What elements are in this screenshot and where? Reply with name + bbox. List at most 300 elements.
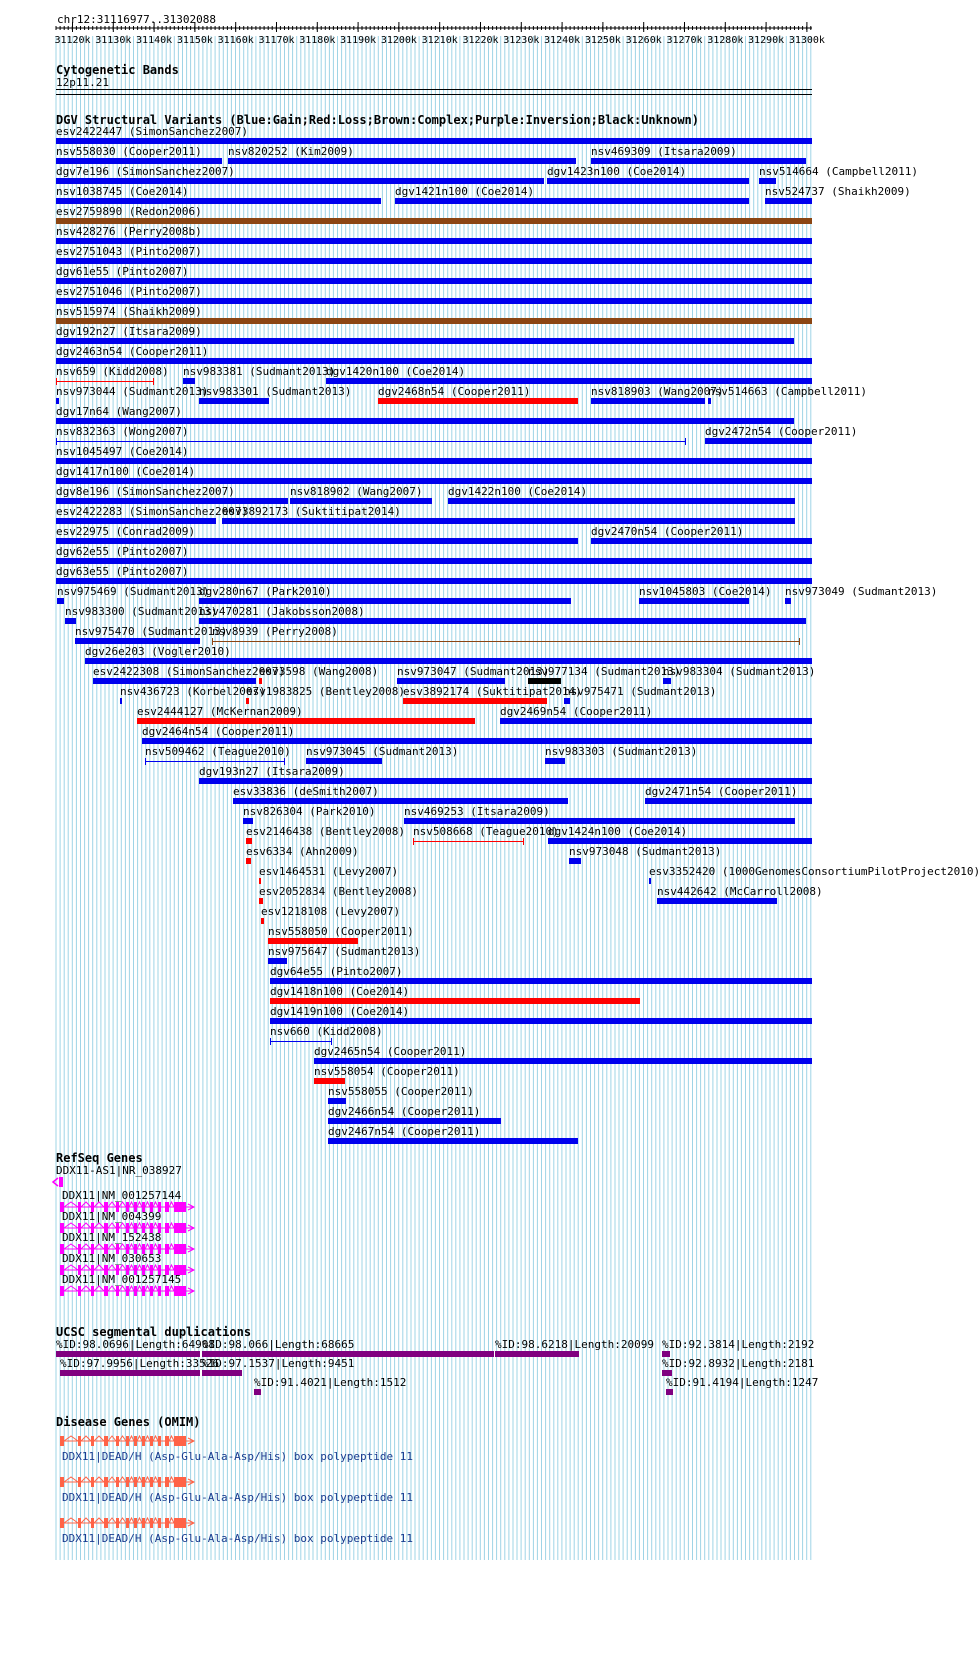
variant-label: nsv983301 (Sudmant2013) [199,385,352,398]
gene-intron-chevron [108,1244,116,1249]
variant-label: dgv8e196 (SimonSanchez2007) [56,485,235,498]
variant-label: nsv558055 (Cooper2011) [328,1085,474,1098]
gene-exon [174,1477,186,1487]
variant-label: dgv1420n100 (Coe2014) [326,365,466,378]
variant-label: esv3892173 (Suktitipat2014) [222,505,401,518]
gene-intron-chevron [137,1223,142,1228]
variant-bar [759,178,776,184]
ruler-tick-label: 31150k [176,35,213,46]
variant-bar [657,898,777,904]
variant-bar [564,698,570,704]
variant-bar-cap [331,1038,332,1045]
variant-label: dgv2470n54 (Cooper2011) [591,525,744,538]
segdup-label: %ID:98.0696|Length:64908 [56,1338,215,1351]
variant-label: nsv973047 (Sudmant2013) [397,665,550,678]
variant-label: nsv515974 (Shaikh2009) [56,305,202,318]
variant-bar [448,498,795,504]
gene-intron-chevron [137,1244,142,1249]
variant-bar [56,318,812,324]
variant-bar [56,258,812,264]
section-title: Cytogenetic Bands [56,63,179,77]
variant-label: nsv558054 (Cooper2011) [314,1065,460,1078]
variant-label: esv3352420 (1000GenomesConsortiumPilotProject2010) [649,865,980,878]
gene-exon [150,1286,153,1296]
variant-bar [708,398,711,404]
variant-bar [395,198,749,204]
gene-exon [165,1286,169,1296]
ruler-tick-label: 31280k [707,35,744,46]
variant-label: nsv508668 (Teague2010) [413,825,559,838]
gene-exon [104,1518,108,1528]
gene-intron-chevron [119,1223,126,1228]
gene-intron-chevron [94,1518,104,1523]
gene-intron-chevron [169,1518,174,1523]
variant-bar [222,518,795,524]
gene-intron-chevron [153,1244,158,1249]
variant-label: dgv2466n54 (Cooper2011) [328,1105,481,1118]
ruler-tick-label: 31180k [299,35,336,46]
omim-gene-label: DDX11|DEAD/H (Asp-Glu-Ala-Asp/His) box polypeptide 11 [62,1532,413,1545]
variant-bar [290,498,432,504]
ruler-tick-label: 31140k [136,35,173,46]
variant-label: nsv1038745 (Coe2014) [56,185,189,198]
variant-bar [314,1078,345,1084]
variant-bar-cap [413,838,414,845]
ruler-tick-label: 31160k [217,35,254,46]
gene-intron-chevron [145,1286,150,1291]
variant-bar [268,958,287,964]
variant-label: dgv26e203 (Vogler2010) [85,645,231,658]
variant-label: esv3892174 (Suktitipat2014) [403,685,582,698]
gene-exon [78,1518,81,1528]
variant-bar [65,618,76,624]
gene-exon [104,1436,108,1446]
gene-intron-chevron [64,1244,78,1249]
gene-intron-chevron [108,1202,116,1207]
gene-intron-chevron [108,1223,116,1228]
variant-bar [56,158,222,164]
gene-exon [142,1518,145,1528]
variant-bar [639,598,749,604]
gene-exon [174,1202,186,1212]
variant-bar [765,198,812,204]
variant-bar [246,698,249,704]
gene-exon [134,1436,137,1446]
variant-bar [500,718,812,724]
gene-intron-chevron [169,1436,174,1441]
omim-gene-label: DDX11|DEAD/H (Asp-Glu-Ala-Asp/His) box polypeptide 11 [62,1450,413,1463]
gene-intron-chevron [153,1518,158,1523]
gene-intron-chevron [153,1436,158,1441]
variant-bar [56,381,154,382]
variant-label: dgv62e55 (Pinto2007) [56,545,189,558]
gene-exon [116,1518,119,1528]
variant-bar-cap [212,638,213,645]
gene-exon [158,1477,161,1487]
variant-bar [591,398,705,404]
gene-exon [150,1477,153,1487]
ruler-tick-label: 31170k [258,35,295,46]
variant-label: dgv192n27 (Itsara2009) [56,325,202,338]
variant-bar [663,678,671,684]
variant-label: dgv7e196 (SimonSanchez2007) [56,165,235,178]
variant-label: dgv193n27 (Itsara2009) [199,765,345,778]
gene-exon [134,1477,137,1487]
gene-intron-chevron [137,1286,142,1291]
variant-bar [259,898,263,904]
variant-bar [142,738,812,744]
gene-intron-chevron [64,1286,78,1291]
variant-label: nsv818903 (Wang2007) [591,385,724,398]
variant-label: nsv973044 (Sudmant2013) [56,385,209,398]
variant-bar [591,158,806,164]
variant-bar [645,798,812,804]
gene-intron-chevron [169,1223,174,1228]
variant-bar [649,878,651,884]
segdup-bar [60,1370,200,1376]
segdup-label: %ID:92.8932|Length:2181 [662,1357,815,1370]
variant-bar [246,858,251,864]
variant-label: esv1464531 (Levy2007) [259,865,399,878]
segdup-bar [254,1389,261,1395]
variant-label: nsv973049 (Sudmant2013) [785,585,938,598]
gene-exon [126,1286,129,1296]
gene-exon [165,1244,169,1254]
gene-exon [174,1436,186,1446]
variant-label: nsv826304 (Park2010) [243,805,376,818]
segdup-bar [495,1351,579,1357]
variant-bar [328,1118,501,1124]
gene-intron-chevron [153,1265,158,1270]
variant-label: dgv63e55 (Pinto2007) [56,565,189,578]
gene-intron-chevron [153,1286,158,1291]
variant-label: nsv975647 (Sudmant2013) [268,945,421,958]
gene-intron-chevron [81,1202,91,1207]
variant-label: nsv977134 (Sudmant2013) [528,665,681,678]
ruler-tick-label: 31250k [584,35,621,46]
variant-label: esv33836 (deSmith2007) [233,785,379,798]
refseq-gene-label: DDX11|NM_030653 [62,1252,162,1265]
variant-bar [569,858,581,864]
gene-intron-chevron [153,1223,158,1228]
variant-bar [270,978,812,984]
gene-exon [134,1518,137,1528]
variant-label: nsv524737 (Shaikh2009) [765,185,911,198]
gene-intron-chevron [94,1265,104,1270]
gene-exon [116,1477,119,1487]
variant-bar [528,678,561,684]
gene-intron-chevron [119,1518,126,1523]
gene-exon [60,1518,64,1528]
ruler-tick-label: 31220k [462,35,499,46]
gene-exon [158,1518,161,1528]
gene-exon [174,1518,186,1528]
variant-bar-cap [153,378,154,385]
gene-intron-chevron [94,1202,104,1207]
variant-label: nsv469253 (Itsara2009) [404,805,550,818]
variant-bar [228,158,576,164]
variant-bar [328,1138,578,1144]
gene-exon [59,1177,63,1187]
variant-label: esv2751046 (Pinto2007) [56,285,202,298]
variant-label: dgv1424n100 (Coe2014) [548,825,688,838]
variant-bar-cap [523,838,524,845]
variant-label: dgv1422n100 (Coe2014) [448,485,588,498]
gene-intron-chevron [129,1244,134,1249]
gene-exon [60,1286,64,1296]
variant-bar [56,558,812,564]
ruler-tick-label: 31200k [380,35,417,46]
variant-label: dgv61e55 (Pinto2007) [56,265,189,278]
gene-strand-arrow [53,1178,58,1186]
ruler-tick-label: 31130k [95,35,132,46]
variant-bar [56,458,812,464]
variant-label: esv1983825 (Bentley2008) [246,685,405,698]
variant-label: nsv1045803 (Coe2014) [639,585,772,598]
variant-label: nsv975470 (Sudmant2013) [75,625,228,638]
gene-exon [116,1286,119,1296]
variant-bar [270,1018,812,1024]
variant-label: nsv660 (Kidd2008) [270,1025,383,1038]
variant-bar-cap [56,438,57,445]
variant-bar-cap [145,758,146,765]
variant-label: dgv2464n54 (Cooper2011) [142,725,295,738]
variant-bar [56,178,544,184]
variant-bar [785,598,791,604]
variant-label: nsv558050 (Cooper2011) [268,925,414,938]
gene-intron-chevron [129,1202,134,1207]
gene-intron-chevron [145,1518,150,1523]
gene-intron-chevron [137,1477,142,1482]
variant-bar [270,1041,332,1042]
variant-bar [93,678,256,684]
variant-bar [137,718,475,724]
variant-bar [270,998,640,1004]
gene-exon [158,1436,161,1446]
refseq-gene-label: DDX11|NM_001257144 [62,1189,182,1202]
gene-intron-chevron [169,1265,174,1270]
variant-bar [56,298,812,304]
variant-bar [306,758,382,764]
variant-bar [56,278,812,284]
gene-intron-chevron [169,1286,174,1291]
gene-exon [165,1436,169,1446]
gene-intron-chevron [145,1477,150,1482]
gene-exon [91,1436,94,1446]
variant-bar [199,778,812,784]
segdup-label: %ID:97.9956|Length:33526 [60,1357,219,1370]
cytoband-bar [56,89,812,90]
gene-intron-chevron [64,1477,78,1482]
section-title: Disease Genes (OMIM) [56,1415,201,1429]
section-title: DGV Structural Variants (Blue:Gain;Red:Loss;Brown:Complex;Purple:Inversion;Black:Unknown) [56,113,699,127]
variant-bar [397,678,505,684]
variant-label: esv2422308 (SimonSanchez2007) [93,665,286,678]
gene-exon [91,1518,94,1528]
variant-label: esv2422447 (SimonSanchez2007) [56,125,249,138]
variant-bar [56,578,812,584]
variant-bar [199,598,571,604]
variant-label: esv22975 (Conrad2009) [56,525,196,538]
refseq-gene-label: DDX11|NM_001257145 [62,1273,182,1286]
gene-intron-chevron [119,1286,126,1291]
variant-bar [404,818,795,824]
variant-label: nsv983303 (Sudmant2013) [545,745,698,758]
variant-label: dgv2468n54 (Cooper2011) [378,385,531,398]
variant-bar [56,538,578,544]
variant-label: nsv8939 (Perry2008) [212,625,338,638]
variant-bar-cap [56,378,57,385]
variant-bar [56,518,216,524]
gene-intron-chevron [119,1477,126,1482]
variant-bar [246,838,252,844]
variant-label: dgv2469n54 (Cooper2011) [500,705,653,718]
variant-bar [326,378,812,384]
gene-intron-chevron [129,1518,134,1523]
variant-bar [56,198,381,204]
variant-label: nsv820252 (Kim2009) [228,145,354,158]
gene-exon [78,1477,81,1487]
variant-label: dgv2471n54 (Cooper2011) [645,785,798,798]
variant-bar [591,538,812,544]
variant-bar [259,678,262,684]
gene-intron-chevron [153,1477,158,1482]
gene-intron-chevron [137,1518,142,1523]
gene-intron-chevron [108,1518,116,1523]
gene-exon [78,1286,81,1296]
variant-label: nsv973045 (Sudmant2013) [306,745,459,758]
gene-intron-chevron [81,1223,91,1228]
refseq-gene-label: DDX11|NM_004399 [62,1210,162,1223]
omim-gene-glyph [58,1476,198,1488]
gene-intron-chevron [137,1265,142,1270]
gene-exon [60,1436,64,1446]
gene-exon [126,1436,129,1446]
gene-intron-chevron [108,1436,116,1441]
variant-label: dgv280n67 (Park2010) [199,585,332,598]
gene-exon [126,1518,129,1528]
ruler-tick-label: 31190k [340,35,377,46]
gene-intron-chevron [64,1202,78,1207]
gene-intron-chevron [145,1202,150,1207]
gene-intron-chevron [145,1244,150,1249]
gene-intron-chevron [129,1436,134,1441]
variant-bar-cap [799,638,800,645]
gene-intron-chevron [129,1223,134,1228]
segdup-label: %ID:97.1537|Length:9451 [202,1357,355,1370]
gene-exon [165,1518,169,1528]
gene-exon [158,1286,161,1296]
variant-bar [403,698,547,704]
variant-label: nsv983381 (Sudmant2013) [183,365,336,378]
ruler-tick-label: 31210k [421,35,458,46]
variant-label: nsv832363 (Wong2007) [56,425,189,438]
gene-exon [174,1223,186,1233]
gene-intron-chevron [119,1436,126,1441]
omim-gene-label: DDX11|DEAD/H (Asp-Glu-Ala-Asp/His) box polypeptide 11 [62,1491,413,1504]
variant-label: nsv436723 (Korbel2007) [120,685,266,698]
segdup-label: %ID:91.4021|Length:1512 [254,1376,407,1389]
variant-bar [268,938,358,944]
ruler-tick-label: 31260k [625,35,662,46]
gene-intron-chevron [64,1265,78,1270]
section-title: UCSC segmental duplications [56,1325,252,1339]
variant-label: nsv818902 (Wang2007) [290,485,423,498]
gene-exon [60,1477,64,1487]
gene-intron-chevron [119,1202,126,1207]
variant-bar [56,238,812,244]
variant-label: esv2444127 (McKernan2009) [137,705,303,718]
variant-bar [261,918,264,924]
variant-label: esv1218108 (Levy2007) [261,905,401,918]
variant-bar [259,878,261,884]
variant-label: nsv558030 (Cooper2011) [56,145,202,158]
gene-intron-chevron [137,1436,142,1441]
gene-exon [104,1286,108,1296]
variant-label: esv2751043 (Pinto2007) [56,245,202,258]
variant-label: nsv1045497 (Coe2014) [56,445,189,458]
gene-intron-chevron [81,1477,91,1482]
segdup-label: %ID:98.066|Length:68665 [202,1338,355,1351]
variant-bar [56,218,812,224]
variant-label: nsv973048 (Sudmant2013) [569,845,722,858]
variant-label: esv2146438 (Bentley2008) [246,825,405,838]
gene-exon [91,1286,94,1296]
gene-intron-chevron [119,1244,126,1249]
gene-intron-chevron [81,1286,91,1291]
variant-bar [199,398,269,404]
variant-bar [120,698,122,704]
variant-bar [56,138,812,144]
variant-bar [85,658,812,664]
gene-intron-chevron [169,1477,174,1482]
variant-label: esv3598 (Wang2008) [259,665,379,678]
ruler-range-label: chr12:31116977..31302088 [57,13,216,26]
variant-bar [57,598,64,604]
variant-bar [233,798,568,804]
segdup-label: %ID:98.6218|Length:20099 [495,1338,654,1351]
gene-exon [165,1223,169,1233]
variant-label: dgv1419n100 (Coe2014) [270,1005,410,1018]
variant-bar [56,418,794,424]
variant-bar [547,178,749,184]
gene-intron-chevron [153,1202,158,1207]
gene-intron-chevron [94,1244,104,1249]
gene-intron-chevron [81,1265,91,1270]
variant-label: dgv1418n100 (Coe2014) [270,985,410,998]
gene-exon [150,1436,153,1446]
gene-exon [174,1286,186,1296]
variant-label: esv6334 (Ahn2009) [246,845,359,858]
gene-intron-chevron [108,1477,116,1482]
variant-bar-cap [284,758,285,765]
section-title: RefSeq Genes [56,1151,143,1165]
refseq-antisense-glyph [52,1177,68,1187]
segdup-label: %ID:92.3814|Length:2192 [662,1338,815,1351]
variant-label: esv2759890 (Redon2006) [56,205,202,218]
variant-bar-cap [270,1038,271,1045]
segdup-label: %ID:91.4194|Length:1247 [666,1376,819,1389]
variant-bar [145,761,285,762]
variant-bar [75,638,200,644]
ruler-tick-label: 31120k [54,35,91,46]
cytoband-bar-lower [56,94,812,95]
variant-label: nsv514663 (Campbell2011) [708,385,867,398]
variant-bar [212,641,800,642]
variant-bar [705,438,812,444]
gene-exon [165,1202,169,1212]
gene-intron-chevron [94,1477,104,1482]
